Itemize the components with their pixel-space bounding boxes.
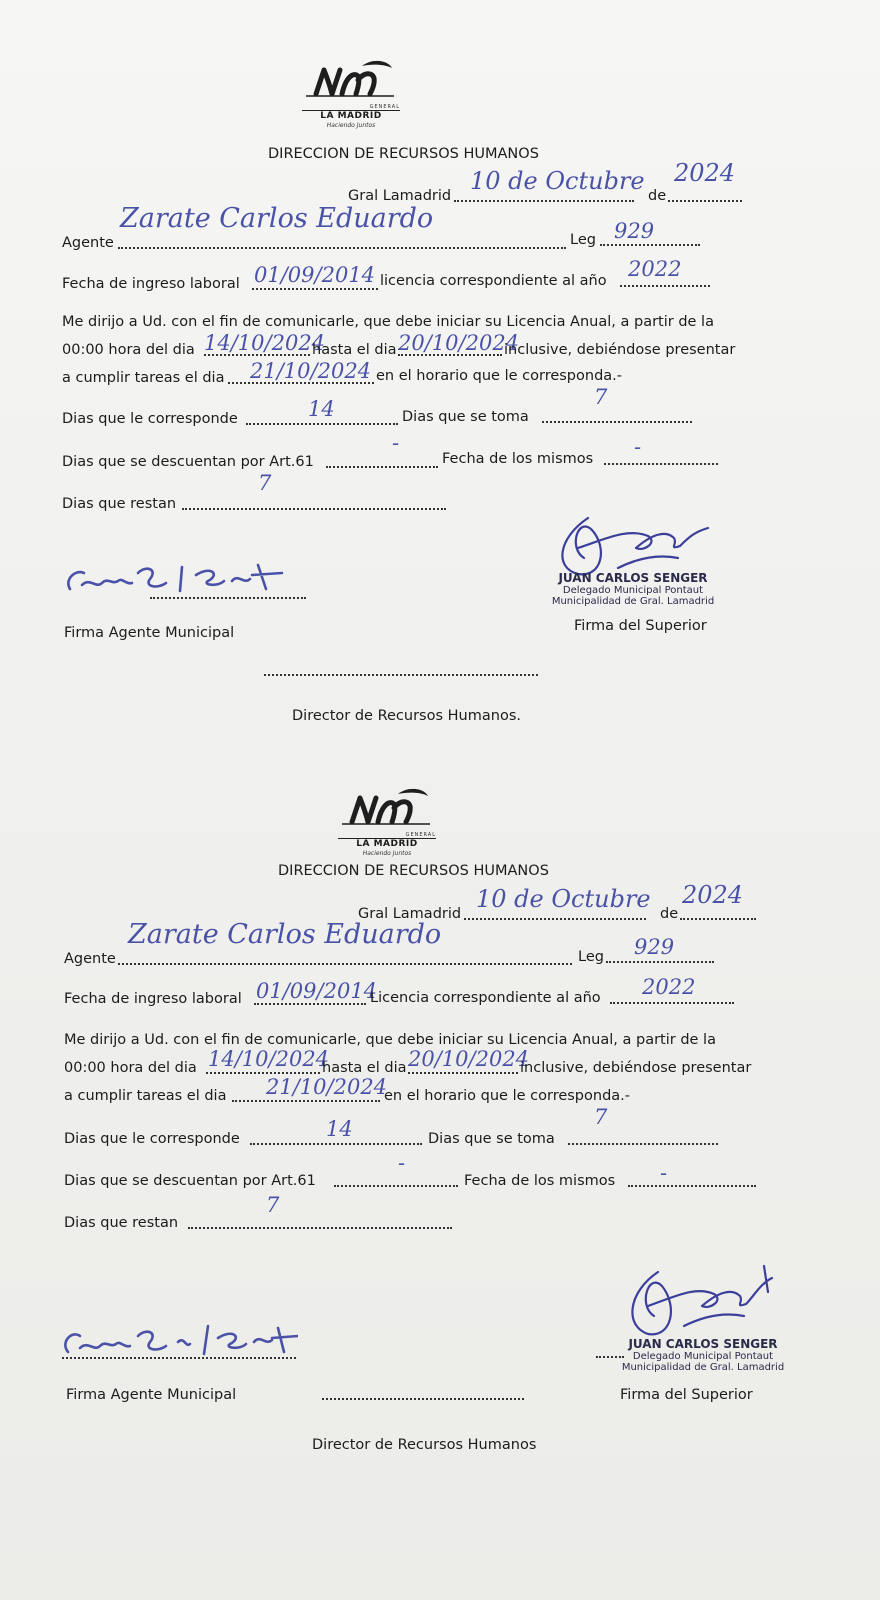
- form-title: DIRECCION DE RECURSOS HUMANOS: [278, 863, 549, 879]
- handwritten-dias-corresponde: 14: [308, 397, 335, 421]
- municipal-logo: [338, 784, 436, 857]
- stamp-name: JUAN CARLOS SENGER: [628, 1337, 778, 1351]
- licencia-label: Licencia correspondiente al año: [370, 990, 601, 1006]
- handwritten-descuentan: -: [398, 1151, 406, 1175]
- horario-text: en el horario que le corresponda.-: [384, 1088, 631, 1104]
- handwritten-restan: 7: [258, 471, 272, 495]
- handwritten-hasta: 20/10/2024: [408, 1047, 530, 1071]
- stamp-role: Delegado Municipal Pontaut: [562, 585, 704, 596]
- stamp-org: Municipalidad de Gral. Lamadrid: [551, 596, 715, 607]
- logo-slogan-text: Haciendo Juntos: [362, 850, 412, 857]
- cumplir-label: a cumplir tareas el dia: [64, 1088, 227, 1104]
- horario-text: en el horario que le corresponda.-: [376, 368, 623, 384]
- leg-label: Leg: [570, 232, 596, 248]
- handwritten-ingreso: 01/09/2014: [256, 979, 378, 1003]
- place-label: Gral Lamadrid: [348, 188, 452, 204]
- handwritten-inicio: 14/10/2024: [208, 1047, 330, 1071]
- logo-general-text: GENERAL: [405, 832, 436, 838]
- logo-mark-icon: [338, 784, 434, 828]
- agente-label: Agente: [62, 235, 114, 251]
- handwritten-cumplir: 21/10/2024: [266, 1075, 388, 1099]
- handwritten-hasta: 20/10/2024: [398, 331, 520, 355]
- agent-signature-icon: [62, 555, 302, 599]
- firma-superior-label: Firma del Superior: [620, 1387, 753, 1403]
- restan-label: Dias que restan: [64, 1215, 179, 1231]
- superior-stamp: [548, 572, 718, 607]
- handwritten-fecha-mismos: -: [634, 435, 642, 459]
- body-hora-label: 00:00 hora del dia: [62, 342, 195, 358]
- municipal-logo: [302, 56, 400, 129]
- body-line-1: Me dirijo a Ud. con el fin de comunicarle, que debe iniciar su Licencia Anual, a partir de la: [62, 314, 714, 330]
- de-label: de: [660, 906, 679, 922]
- de-label: de: [648, 188, 667, 204]
- handwritten-licencia-year: 2022: [642, 975, 696, 999]
- place-label: Gral Lamadrid: [358, 906, 462, 922]
- stamp-name: JUAN CARLOS SENGER: [558, 571, 708, 585]
- handwritten-licencia-year: 2022: [628, 257, 682, 281]
- logo-slogan-text: Haciendo Juntos: [326, 122, 376, 129]
- fecha-mismos-label: Fecha de los mismos: [464, 1173, 616, 1189]
- director-label: Director de Recursos Humanos: [312, 1437, 537, 1453]
- handwritten-ingreso: 01/09/2014: [254, 263, 376, 287]
- director-label: Director de Recursos Humanos.: [292, 708, 521, 724]
- logo-general-text: GENERAL: [369, 104, 400, 110]
- ingreso-label: Fecha de ingreso laboral: [62, 276, 240, 292]
- licencia-label: licencia correspondiente al año: [380, 273, 607, 289]
- handwritten-dias-corresponde: 14: [326, 1117, 353, 1141]
- handwritten-agent-name: Zarate Carlos Eduardo: [128, 919, 442, 950]
- handwritten-dias-toma: 7: [594, 1105, 608, 1129]
- dias-toma-label: Dias que se toma: [428, 1131, 555, 1147]
- stamp-role: Delegado Municipal Pontaut: [632, 1351, 774, 1362]
- stamp-org: Municipalidad de Gral. Lamadrid: [621, 1362, 785, 1373]
- body-line-1: Me dirijo a Ud. con el fin de comunicarle, que debe iniciar su Licencia Anual, a partir de la: [64, 1032, 716, 1048]
- handwritten-leg: 929: [634, 935, 675, 959]
- hasta-label: hasta el dia: [312, 342, 397, 358]
- handwritten-agent-name: Zarate Carlos Eduardo: [120, 203, 434, 234]
- restan-label: Dias que restan: [62, 496, 177, 512]
- ingreso-label: Fecha de ingreso laboral: [64, 991, 242, 1007]
- firma-superior-label: Firma del Superior: [574, 618, 707, 634]
- dias-corresponde-label: Dias que le corresponde: [62, 411, 238, 427]
- descuentan-label: Dias que se descuentan por Art.61: [62, 454, 314, 470]
- dias-toma-label: Dias que se toma: [402, 409, 529, 425]
- firma-agente-label: Firma Agente Municipal: [64, 625, 235, 641]
- cumplir-label: a cumplir tareas el dia: [62, 370, 225, 386]
- handwritten-cumplir: 21/10/2024: [250, 359, 372, 383]
- body-hora-label: 00:00 hora del dia: [64, 1060, 197, 1076]
- firma-agente-label: Firma Agente Municipal: [66, 1387, 237, 1403]
- logo-name-text: LA MADRID: [338, 838, 436, 850]
- handwritten-inicio: 14/10/2024: [204, 331, 326, 355]
- leg-label: Leg: [578, 949, 604, 965]
- logo-name-text: LA MADRID: [302, 110, 400, 122]
- hasta-label: hasta el dia: [322, 1060, 407, 1076]
- logo-mark-icon: [302, 56, 398, 100]
- handwritten-descuentan: -: [392, 431, 400, 455]
- form-title: DIRECCION DE RECURSOS HUMANOS: [268, 146, 539, 162]
- agente-label: Agente: [64, 951, 116, 967]
- fecha-mismos-label: Fecha de los mismos: [442, 451, 594, 467]
- handwritten-date: 10 de Octubre: [470, 167, 645, 195]
- handwritten-date: 10 de Octubre: [476, 885, 651, 913]
- handwritten-year: 2024: [674, 159, 736, 187]
- handwritten-year: 2024: [682, 881, 744, 909]
- superior-stamp: [618, 1338, 788, 1373]
- handwritten-fecha-mismos: -: [660, 1161, 668, 1185]
- dias-corresponde-label: Dias que le corresponde: [64, 1131, 240, 1147]
- handwritten-leg: 929: [614, 219, 655, 243]
- descuentan-label: Dias que se descuentan por Art.61: [64, 1173, 316, 1189]
- handwritten-restan: 7: [266, 1193, 280, 1217]
- handwritten-dias-toma: 7: [594, 385, 608, 409]
- inclusive-text: inclusive, debiéndose presentar: [520, 1060, 752, 1076]
- inclusive-text: inclusive, debiéndose presentar: [504, 342, 736, 358]
